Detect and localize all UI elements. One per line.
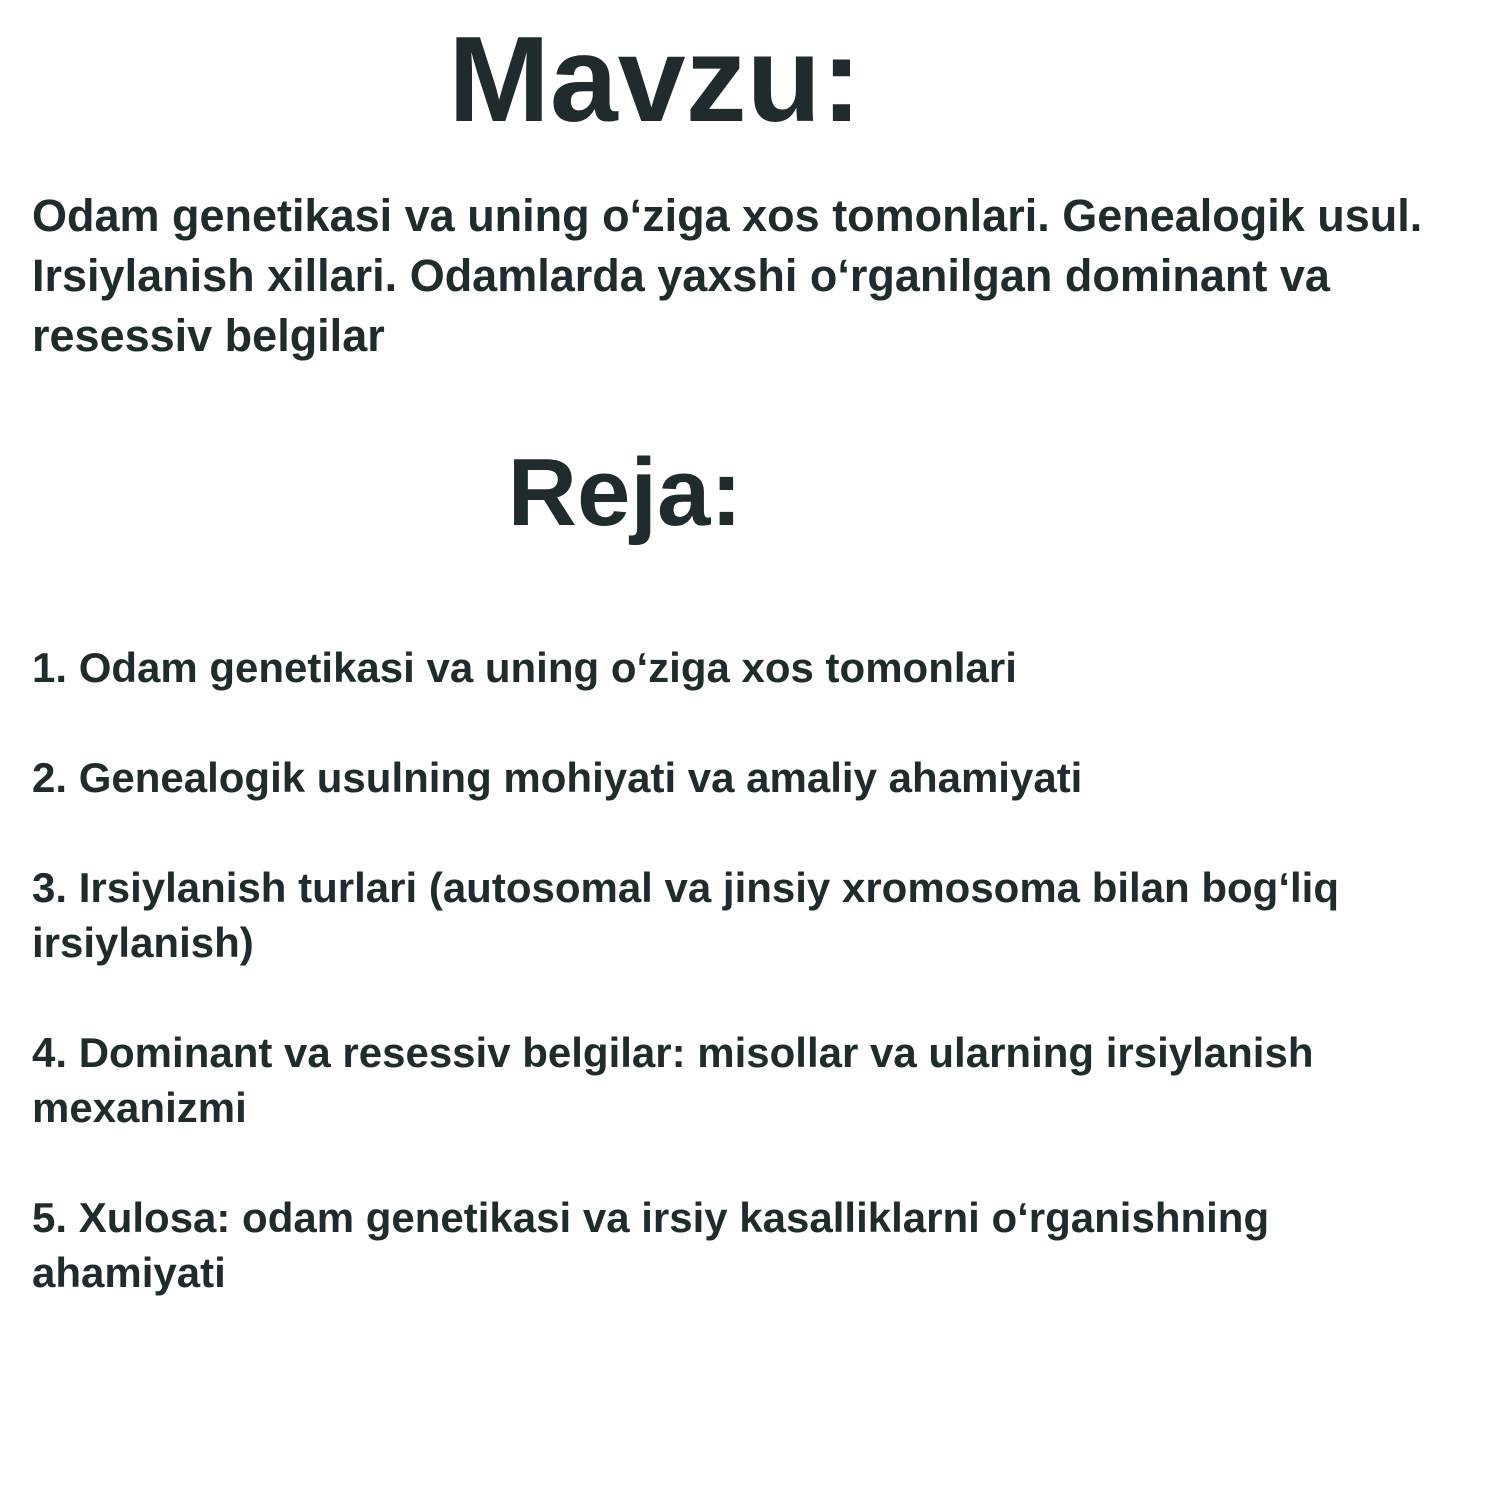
plan-title: Reja:: [507, 439, 743, 546]
page-title: Mavzu:: [448, 11, 862, 147]
plan-item-5: 5. Xulosa: odam genetikasi va irsiy kasalliklarni o‘rganishning ahamiyati: [32, 1194, 1270, 1296]
plan-item-4: 4. Dominant va resessiv belgilar: misollar va ularning irsiylanish mexanizmi: [32, 1029, 1314, 1131]
plan-item-2: 2. Genealogik usulning mohiyati va amaliy ahamiyati: [32, 754, 1083, 801]
topic-description: Odam genetikasi va uning o‘ziga xos tomonlari. Genealogik usul. Irsiylanish xillari. Odamlarda yaxshi o‘rganilgan dominant va resessiv belgilar: [32, 190, 1423, 361]
plan-item-3: 3. Irsiylanish turlari (autosomal va jinsiy xromosoma bilan bog‘liq irsiylanish): [32, 864, 1340, 966]
plan-list: [32, 640, 1472, 1300]
plan-item-1: 1. Odam genetikasi va uning o‘ziga xos tomonlari: [32, 644, 1017, 691]
